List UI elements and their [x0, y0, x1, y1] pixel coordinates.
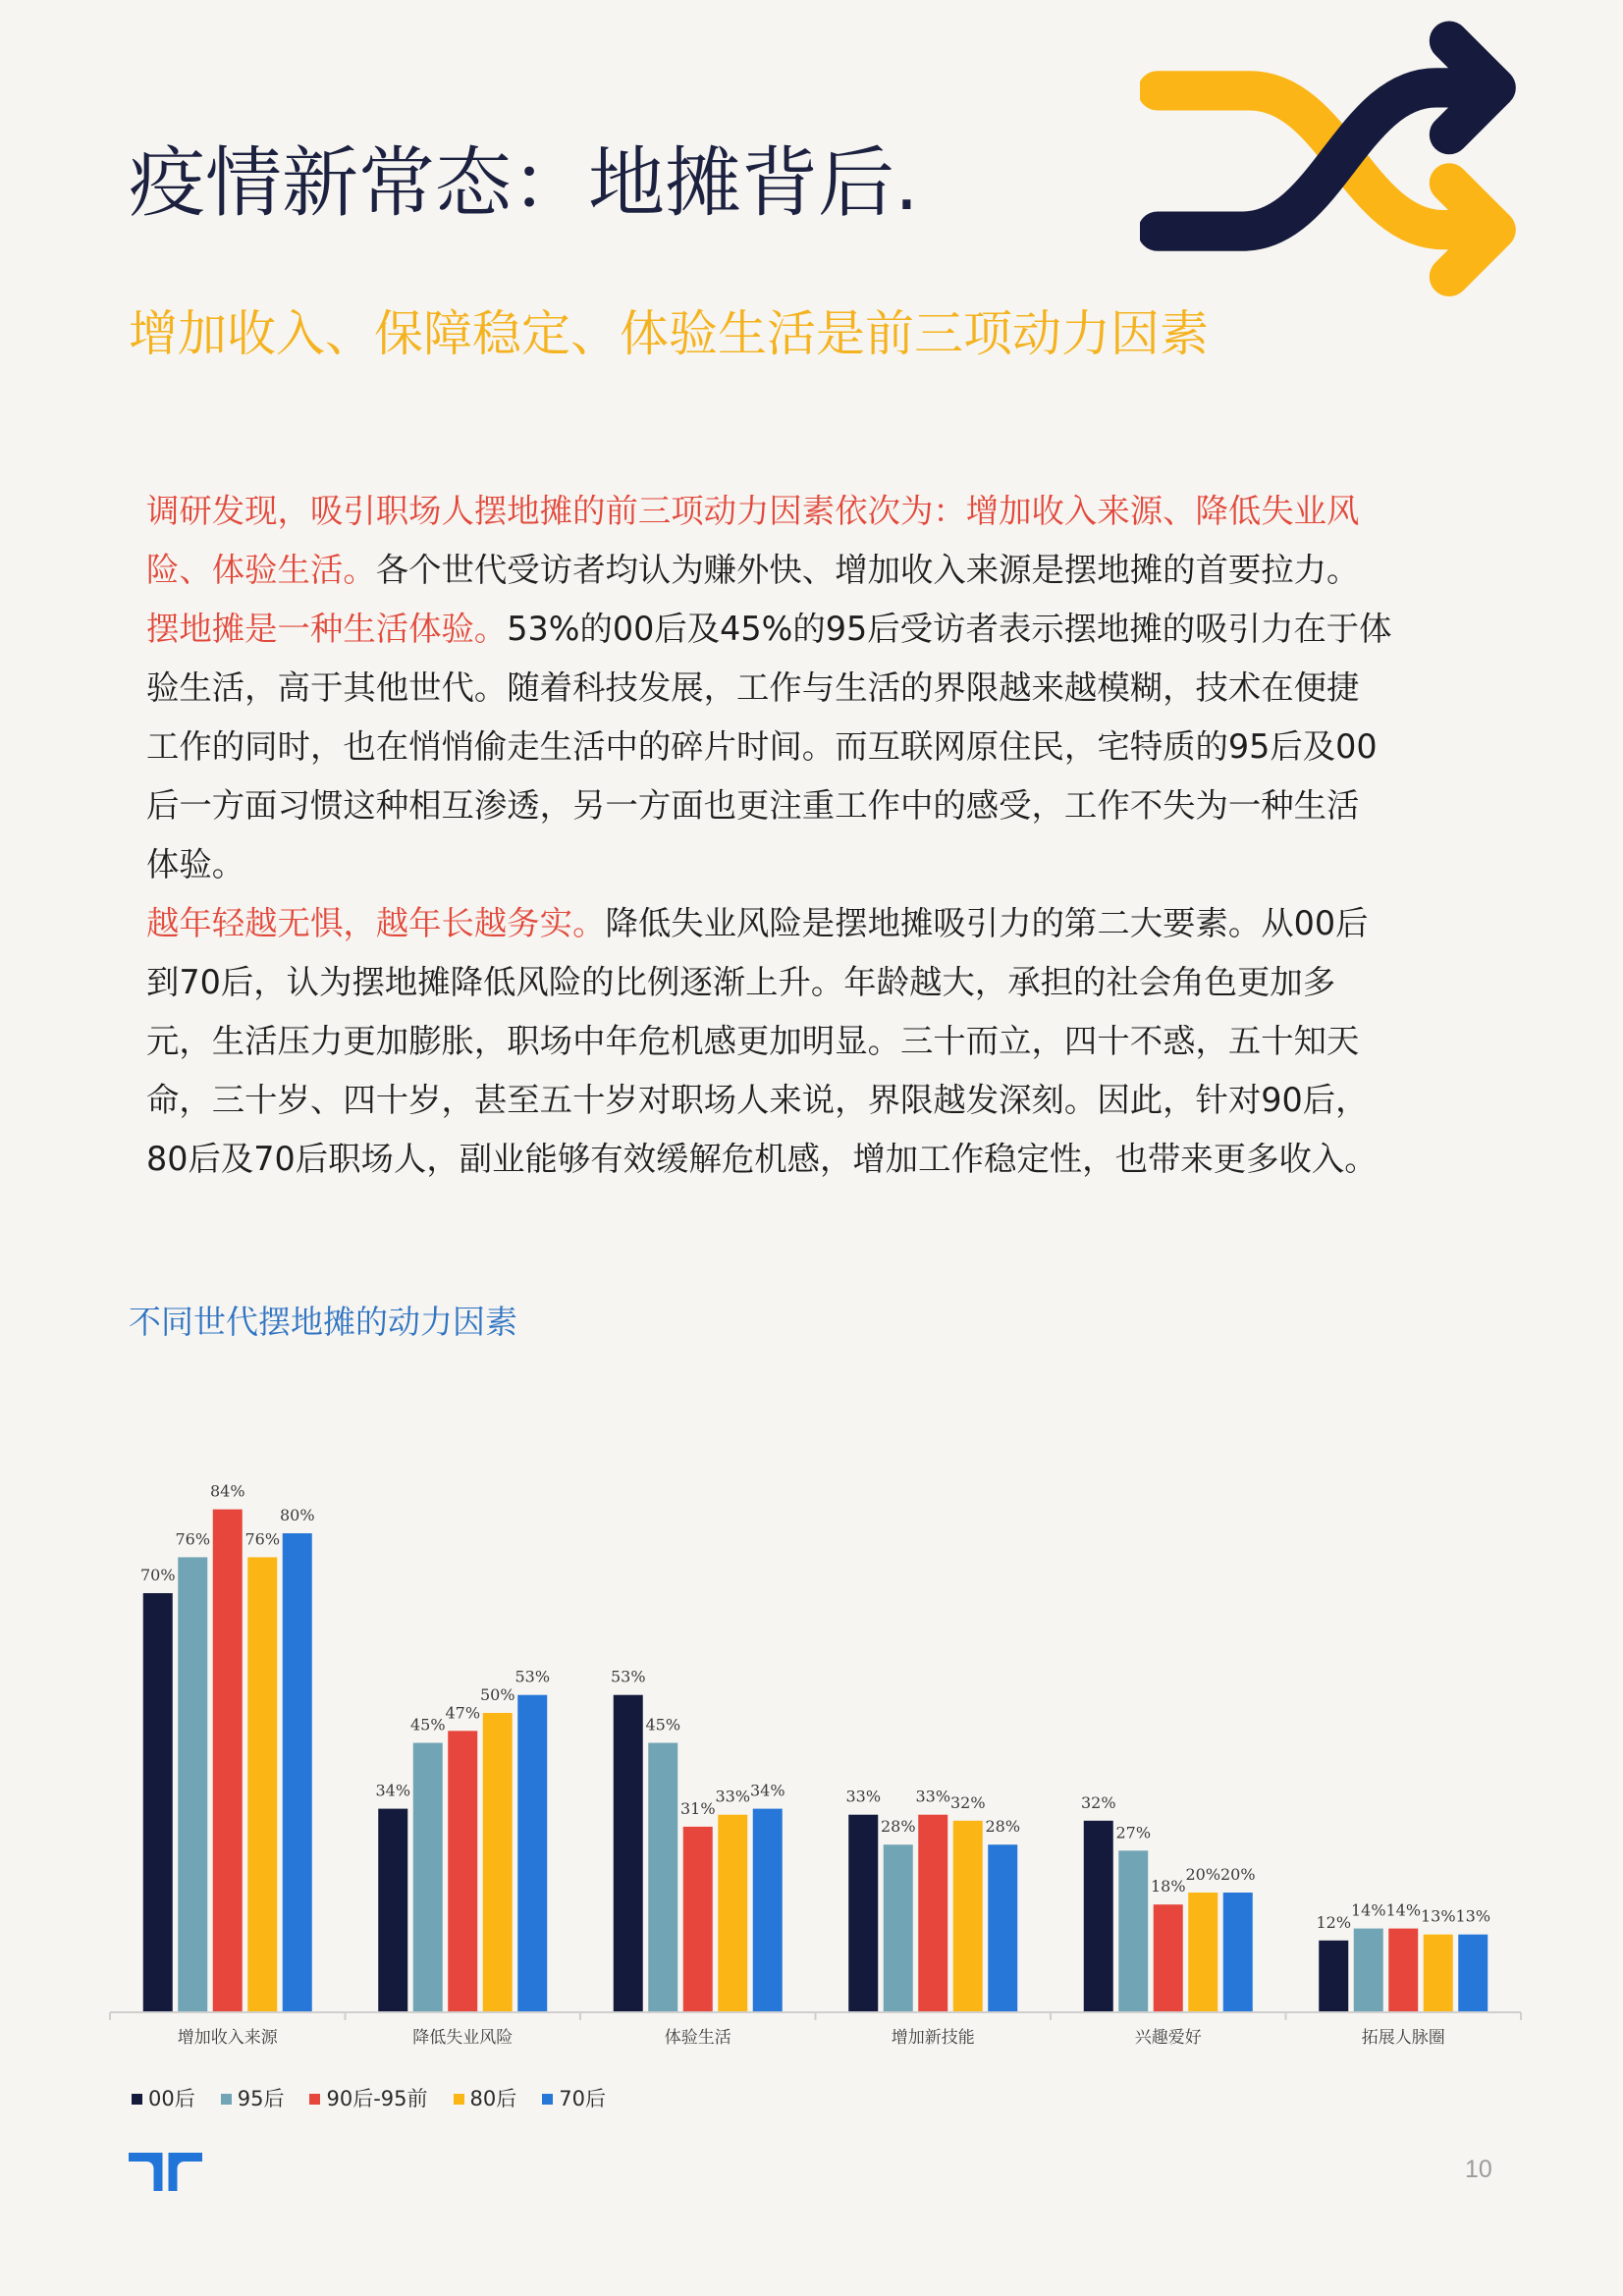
body-text: 各个世代受访者均认为赚外快、增加收入来源是摆地摊的首要拉力。	[375, 551, 1360, 589]
body-line	[146, 718, 1392, 776]
data-label: 27%	[1115, 1823, 1152, 1842]
chart-bar	[448, 1731, 477, 2012]
body-line	[146, 1130, 1392, 1189]
data-label: 53%	[514, 1667, 551, 1686]
data-label: 13%	[1455, 1906, 1491, 1926]
x-tick-label: 降低失业风险	[412, 2028, 514, 2048]
x-tick-label: 拓展人脉圈	[1361, 2028, 1445, 2048]
legend-label: 90后-95前	[326, 2087, 428, 2110]
body-line	[146, 1012, 1392, 1071]
chart-bar	[1118, 1850, 1148, 2012]
data-label: 32%	[949, 1792, 986, 1812]
x-tick-label: 兴趣爱好	[1134, 2028, 1202, 2048]
chart-bar	[884, 1844, 913, 2012]
page-subtitle: 增加收入、保障稳定、体验生活是前三项动力因素	[129, 305, 1209, 362]
body-line	[146, 482, 1392, 541]
data-label: 14%	[1350, 1900, 1386, 1920]
chart-bar	[753, 1809, 783, 2012]
page-number: 10	[1465, 2156, 1492, 2183]
data-label: 12%	[1316, 1912, 1352, 1932]
chart-title: 不同世代摆地摊的动力因素	[129, 1303, 517, 1341]
data-label: 32%	[1080, 1792, 1116, 1812]
chart-bar	[1388, 1929, 1418, 2012]
data-label: 33%	[845, 1787, 882, 1806]
chart-bar	[988, 1844, 1017, 2012]
body-line	[146, 835, 1392, 894]
chart-bar	[378, 1809, 407, 2012]
body-line	[146, 1071, 1392, 1130]
data-label: 70%	[139, 1566, 176, 1584]
brand-logo-right-shape	[169, 2153, 203, 2191]
data-label: 13%	[1420, 1906, 1456, 1926]
chart-bar	[918, 1815, 947, 2012]
bar-group	[611, 1668, 785, 2048]
data-label: 45%	[645, 1715, 681, 1735]
body-text: 体验。	[146, 845, 245, 883]
body-line	[146, 953, 1392, 1012]
legend-label: 80后	[469, 2087, 517, 2110]
chart-bar	[213, 1510, 243, 2012]
data-label: 53%	[610, 1667, 646, 1686]
chart-bar	[648, 1743, 677, 2013]
x-tick-label: 体验生活	[664, 2028, 731, 2048]
body-line	[146, 776, 1392, 835]
chart-bar	[517, 1695, 547, 2012]
body-text: 元，生活压力更加膨胀，职场中年危机感更加明显。三十而立，四十不惑，五十知天	[146, 1022, 1360, 1060]
data-label: 14%	[1385, 1900, 1422, 1920]
data-label: 34%	[375, 1781, 411, 1800]
data-label: 50%	[479, 1685, 515, 1704]
data-label: 28%	[880, 1817, 916, 1837]
data-label: 20%	[1185, 1865, 1221, 1884]
body-text: 后一方面习惯这种相互渗透，另一方面也更注重工作中的感受，工作不失为一种生活	[146, 786, 1360, 825]
bar-group	[845, 1788, 1020, 2048]
chart-bar	[283, 1533, 312, 2012]
bar-group	[140, 1482, 315, 2048]
chart-bar	[1154, 1904, 1183, 2012]
chart-bar	[1223, 1893, 1253, 2012]
chart-bar	[413, 1743, 443, 2013]
body-text: 80后及70后职场人，副业能够有效缓解危机感，增加工作稳定性，也带来更多收入。	[146, 1140, 1378, 1178]
legend-swatch	[309, 2094, 320, 2105]
chart-bar	[614, 1695, 643, 2012]
page-title: 疫情新常态：地摊背后.	[129, 139, 919, 228]
data-label: 18%	[1150, 1877, 1186, 1896]
legend-swatch	[221, 2094, 232, 2105]
data-label: 28%	[985, 1817, 1021, 1837]
body-text: 降低失业风险是摆地摊吸引力的第二大要素。从00后	[605, 904, 1369, 942]
bar-group	[1316, 1901, 1490, 2048]
legend-swatch	[454, 2094, 464, 2105]
legend-item	[542, 2086, 606, 2111]
data-label: 33%	[915, 1787, 951, 1806]
chart-bar	[483, 1713, 513, 2012]
chart-bar	[848, 1815, 878, 2012]
data-label: 76%	[175, 1529, 211, 1549]
legend-swatch	[132, 2094, 142, 2105]
body-text: 到70后，认为摆地摊降低风险的比例逐渐上升。年龄越大，承担的社会角色更加多	[146, 963, 1336, 1001]
chart-bar	[718, 1815, 747, 2012]
data-label: 45%	[409, 1715, 446, 1735]
data-label: 20%	[1219, 1865, 1256, 1884]
highlighted-text: 摆地摊是一种生活体验。	[146, 610, 508, 648]
chart-legend	[132, 2086, 606, 2111]
data-label: 33%	[715, 1787, 751, 1806]
body-line	[146, 659, 1392, 718]
body-text: 命，三十岁、四十岁，甚至五十岁对职场人来说，界限越发深刻。因此，针对90后，	[146, 1081, 1369, 1119]
data-label: 80%	[279, 1506, 315, 1524]
body-line	[146, 600, 1392, 659]
chart-bar	[1458, 1935, 1488, 2012]
chart-bar	[683, 1827, 713, 2012]
x-tick-label: 增加新技能	[891, 2028, 975, 2048]
chart-bar	[1319, 1941, 1348, 2012]
chart-bar	[143, 1593, 173, 2012]
legend-item	[309, 2086, 427, 2111]
body-text: 53%的00后及45%的95后受访者表示摆地摊的吸引力在于体	[507, 610, 1392, 648]
legend-item	[132, 2086, 195, 2111]
body-text: 验生活，高于其他世代。随着科技发展，工作与生活的界限越来越模糊，技术在便捷	[146, 668, 1360, 707]
chart-bar	[1354, 1929, 1383, 2012]
data-label: 31%	[679, 1798, 716, 1818]
brand-logo	[129, 2153, 202, 2191]
chart-bar	[178, 1557, 207, 2012]
body-text: 工作的同时，也在悄悄偷走生活中的碎片时间。而互联网原住民，宅特质的95后及00	[146, 727, 1378, 766]
legend-label: 00后	[148, 2087, 195, 2110]
legend-item	[221, 2086, 285, 2111]
bar-group	[375, 1668, 550, 2048]
legend-label: 95后	[237, 2087, 285, 2110]
shuffle-icon	[1140, 19, 1533, 303]
chart-bar	[953, 1821, 983, 2012]
legend-label: 70后	[559, 2087, 606, 2110]
highlighted-text: 越年轻越无惧，越年长越务实。	[146, 904, 606, 942]
chart-bar	[1084, 1821, 1113, 2012]
data-label: 34%	[749, 1781, 785, 1800]
body-line	[146, 894, 1392, 953]
highlighted-text: 调研发现，吸引职场人摆地摊的前三项动力因素依次为：增加收入来源、降低失业风	[146, 492, 1360, 530]
bar-chart	[98, 1404, 1551, 2071]
x-tick-label: 增加收入来源	[177, 2028, 278, 2048]
body-paragraphs	[146, 482, 1392, 1189]
legend-item	[454, 2086, 517, 2111]
chart-bar	[1424, 1935, 1453, 2012]
legend-swatch	[542, 2094, 553, 2105]
bar-group	[1081, 1793, 1256, 2048]
highlighted-text: 险、体验生活。	[146, 551, 376, 589]
body-line	[146, 541, 1392, 600]
chart-bar	[247, 1557, 277, 2012]
data-label: 84%	[209, 1481, 245, 1501]
data-label: 47%	[445, 1703, 481, 1723]
data-label: 76%	[244, 1529, 281, 1549]
chart-bar	[1188, 1893, 1217, 2012]
brand-logo-left-shape	[129, 2153, 163, 2191]
